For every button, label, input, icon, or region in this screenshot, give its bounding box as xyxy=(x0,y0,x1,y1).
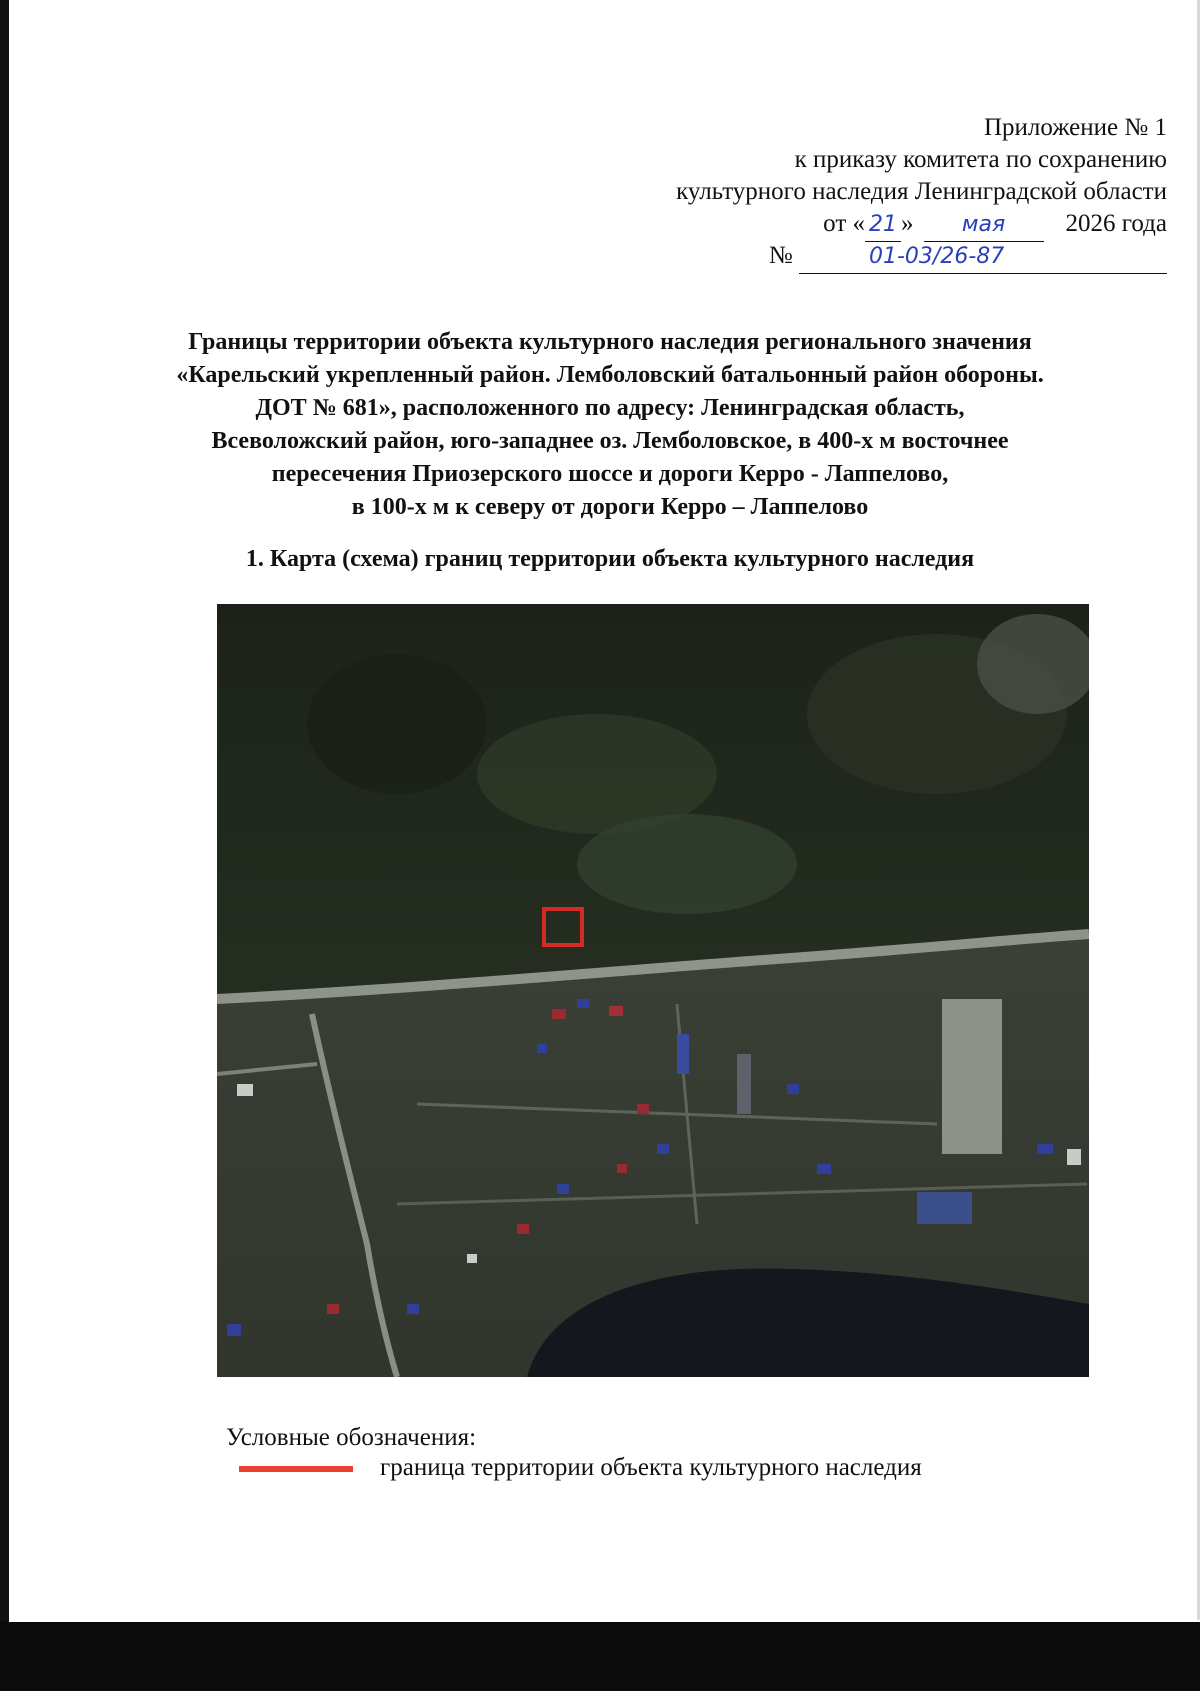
date-prefix: от « xyxy=(823,210,866,237)
date-month-field xyxy=(924,208,1044,242)
blue-roof-building xyxy=(917,1192,972,1224)
document-title xyxy=(90,326,1130,524)
forest-patch xyxy=(577,814,797,914)
appendix-number: Приложение № 1 xyxy=(983,114,1167,141)
title-line-6: в 100-х м к северу от дороги Керро – Лаппелово xyxy=(351,494,869,520)
satellite-map xyxy=(217,604,1089,1377)
order-number xyxy=(676,240,1167,272)
title-line-1: Границы территории объекта культурного наследия регионального значения xyxy=(188,329,1032,355)
order-date xyxy=(676,208,1167,240)
scan-left-edge xyxy=(0,0,9,1691)
section-title: 1. Карта (схема) границ территории объекта культурного наследия xyxy=(245,546,975,572)
building-complex xyxy=(942,999,1002,1154)
title-line-3: ДОТ № 681», расположенного по адресу: Ленинградская область, xyxy=(255,395,965,421)
committee-name: культурного наследия Ленинградской области xyxy=(676,178,1167,205)
date-quote: » xyxy=(901,210,914,237)
appendix-header xyxy=(676,112,1167,272)
forest-patch xyxy=(307,654,487,794)
order-number-value: 01-03/26-87 xyxy=(869,244,1005,269)
number-prefix: № xyxy=(768,242,793,269)
title-line-5: пересечения Приозерского шоссе и дороги Керро - Лаппелово, xyxy=(271,461,949,487)
legend-title: Условные обозначения: xyxy=(226,1424,477,1451)
order-number-field xyxy=(799,240,1167,274)
title-line-2: «Карельский укрепленный район. Лемболовский батальонный район обороны. xyxy=(176,362,1044,388)
legend-boundary-label: граница территории объекта культурного наследия xyxy=(380,1454,922,1481)
scan-bottom-band xyxy=(0,1622,1200,1691)
date-year: 2026 года xyxy=(1065,210,1167,237)
legend-boundary-line xyxy=(239,1466,353,1472)
date-month: мая xyxy=(961,212,1006,237)
satellite-map-image xyxy=(217,604,1089,1377)
date-day: 21 xyxy=(869,212,898,237)
date-day-field xyxy=(865,208,901,242)
title-line-4: Всеволожский район, юго-западнее оз. Лемболовское, в 400-х м восточнее xyxy=(211,428,1009,454)
order-reference: к приказу комитета по сохранению xyxy=(794,146,1167,173)
